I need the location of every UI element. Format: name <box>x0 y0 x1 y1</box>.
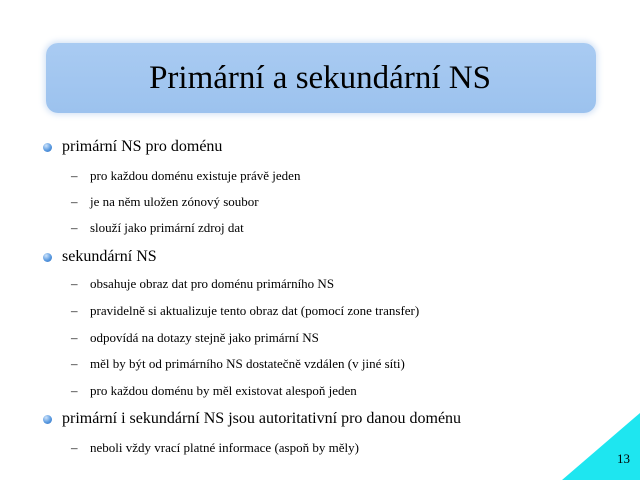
dash-icon: – <box>71 356 78 371</box>
sub-item: slouží jako primární zdroj dat <box>90 220 244 235</box>
sub-item: pro každou doménu existuje právě jeden <box>90 168 301 183</box>
bullet-authoritative: primární i sekundární NS jsou autoritativní pro danou doménu <box>62 410 462 427</box>
dash-icon: – <box>71 220 78 235</box>
bullet-icon <box>43 253 52 262</box>
page-number: 13 <box>617 451 630 466</box>
dash-icon: – <box>71 383 78 398</box>
bullet-secondary-ns: sekundární NS <box>62 248 157 265</box>
dash-icon: – <box>71 303 78 318</box>
dash-icon: – <box>71 168 78 183</box>
slide-title: Primární a sekundární NS <box>149 60 491 96</box>
sub-item: obsahuje obraz dat pro doménu primárního NS <box>90 276 335 291</box>
sub-item: měl by být od primárního NS dostatečně vzdálen (v jiné síti) <box>90 356 405 371</box>
sub-item: je na něm uložen zónový soubor <box>90 194 259 209</box>
sub-item: neboli vždy vrací platné informace (aspoň by měly) <box>90 440 359 455</box>
sub-item: odpovídá na dotazy stejně jako primární NS <box>90 330 319 345</box>
bullet-icon <box>43 415 52 424</box>
dash-icon: – <box>71 440 78 455</box>
bullet-primary-ns: primární NS pro doménu <box>62 138 223 155</box>
sub-item: pro každou doménu by měl existovat alespoň jeden <box>90 383 357 398</box>
dash-icon: – <box>71 194 78 209</box>
dash-icon: – <box>71 276 78 291</box>
sub-item: pravidelně si aktualizuje tento obraz dat (pomocí zone transfer) <box>90 303 420 318</box>
corner-decoration <box>562 413 640 480</box>
bullet-icon <box>43 143 52 152</box>
dash-icon: – <box>71 330 78 345</box>
